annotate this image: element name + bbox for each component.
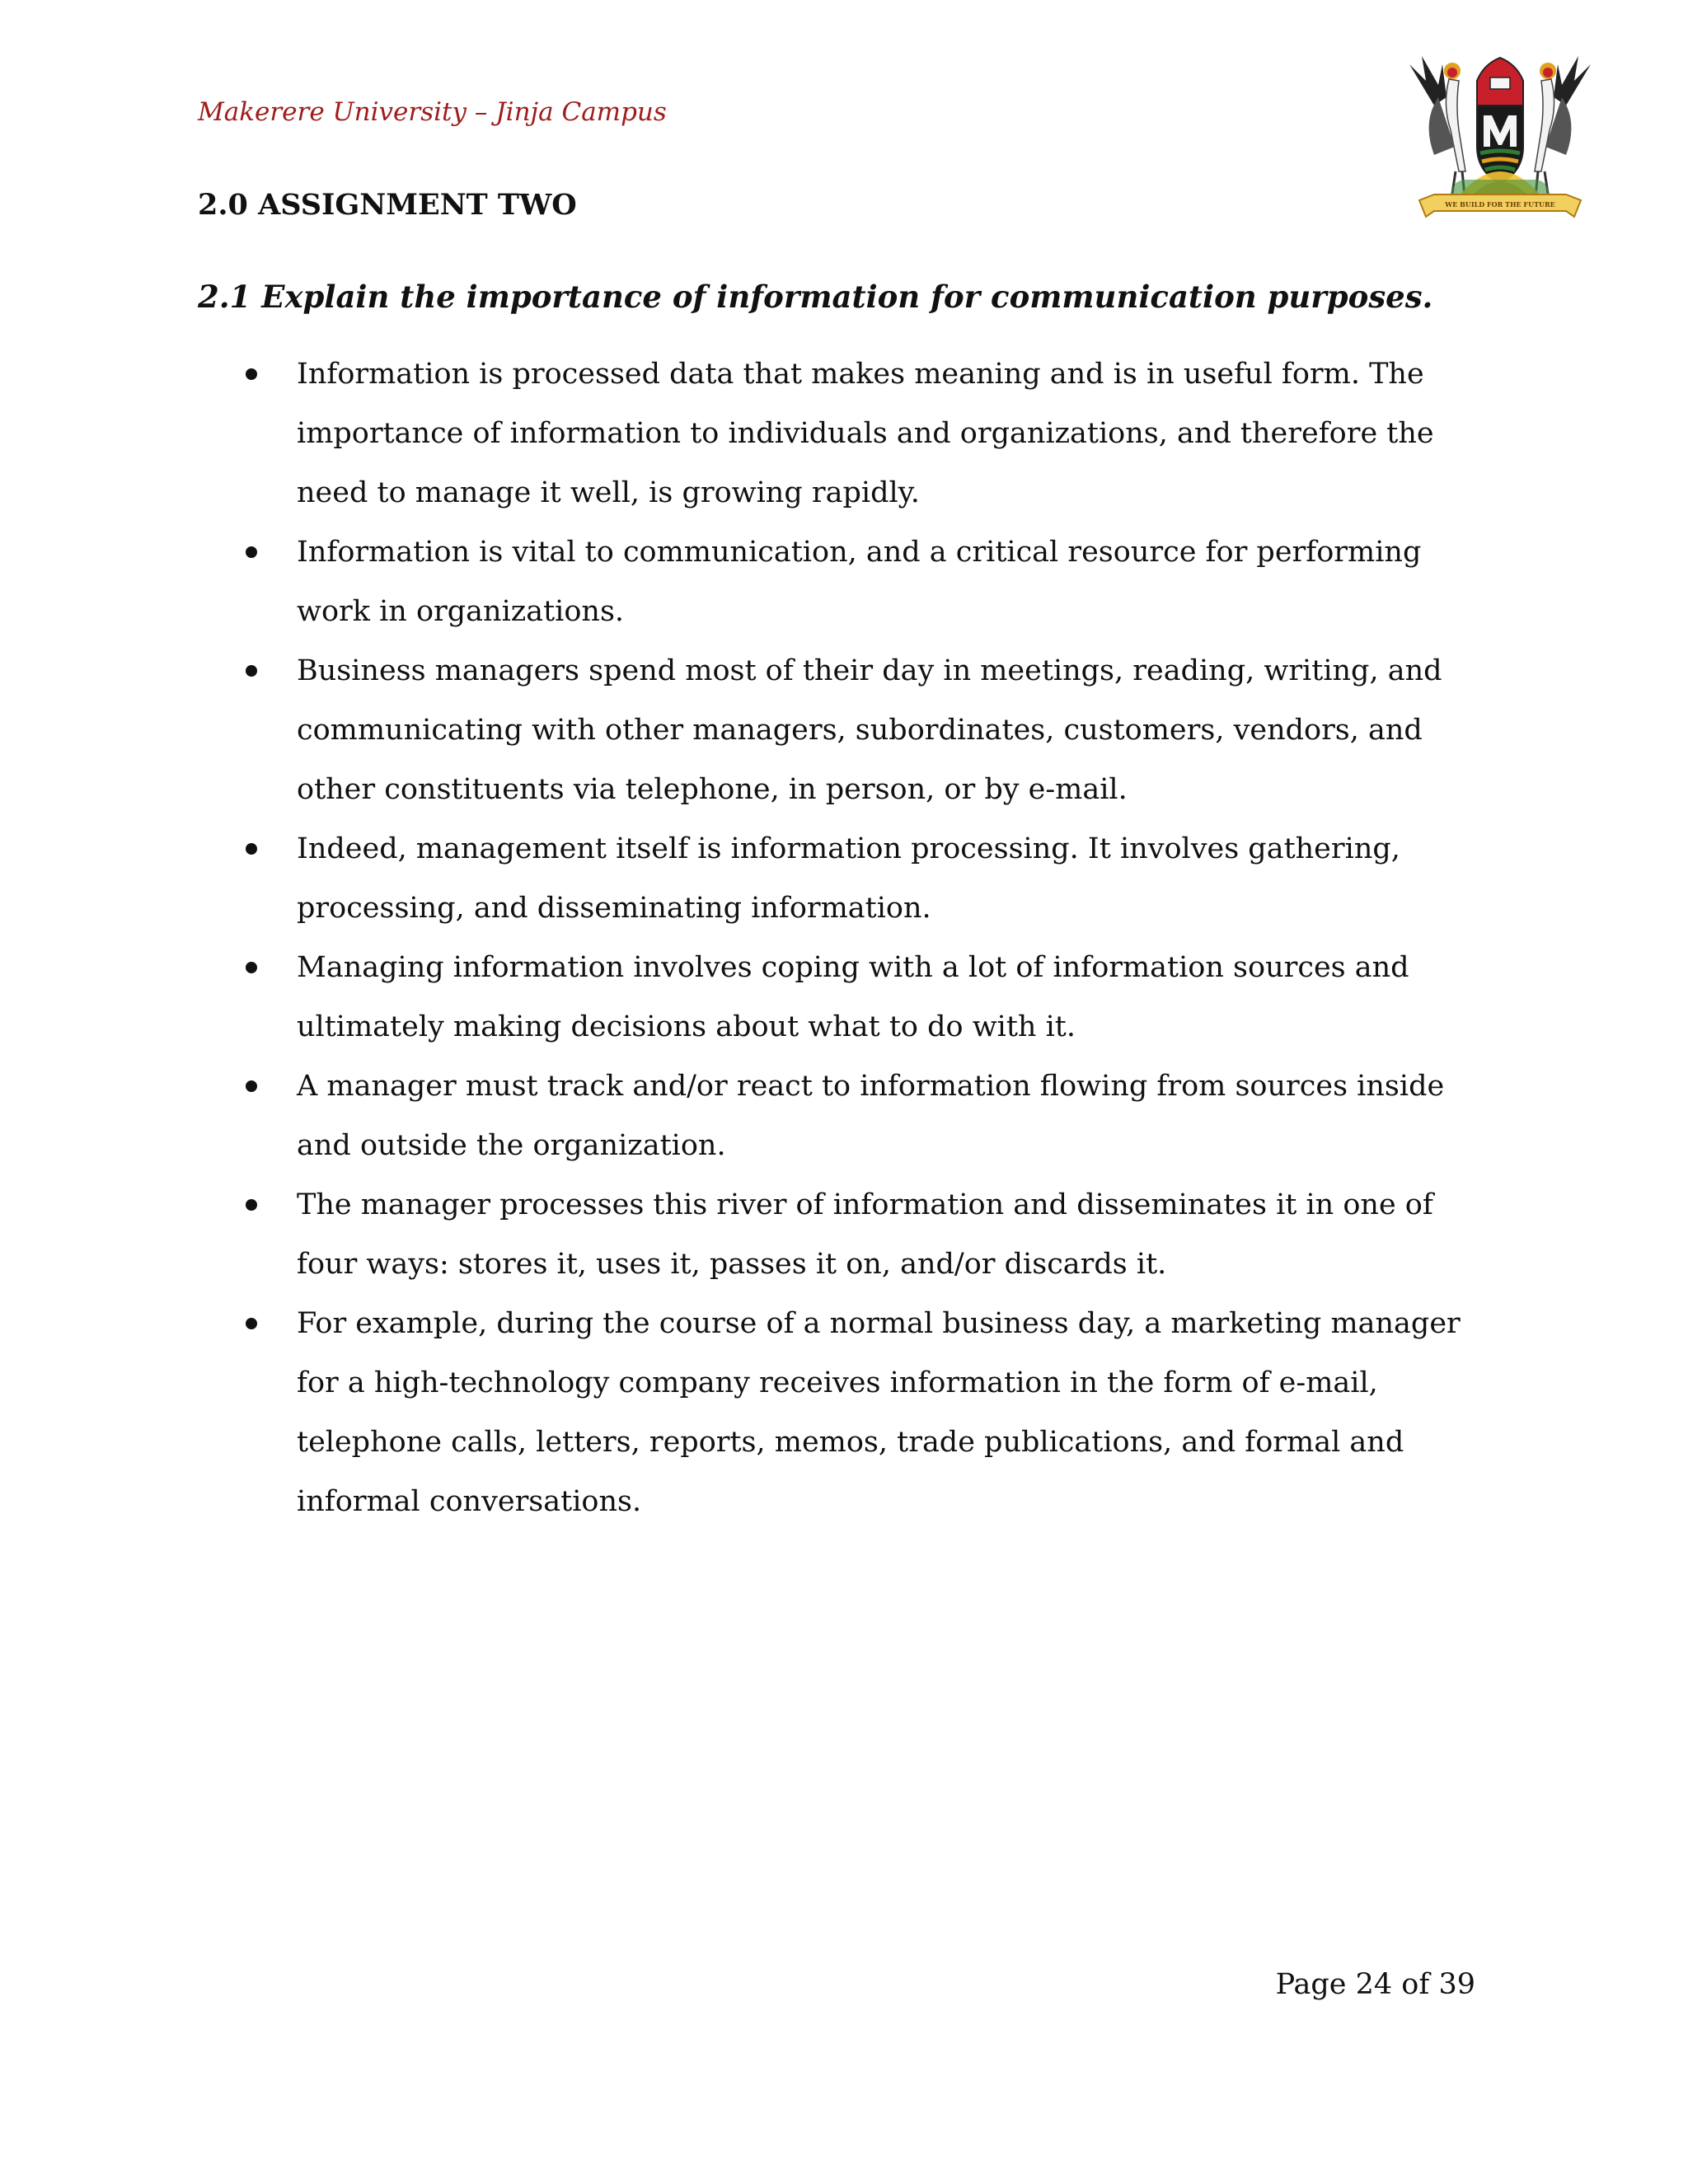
list-item-text: Business managers spend most of their day in meetings, reading, writing, and communicating with other managers, subordinates, customers, vendors, and other constituents via telephone, in person, or by e-mail.	[297, 654, 1442, 806]
left-crane	[1409, 56, 1465, 204]
list-item	[246, 523, 1482, 641]
crest-motto-text: WE BUILD FOR THE FUTURE	[1445, 200, 1555, 209]
list-item-text: Indeed, management itself is information processing. It involves gathering, processing, and disseminating information.	[297, 832, 1400, 925]
crest-shield	[1477, 58, 1523, 184]
list-item-text: Information is processed data that makes meaning and is in useful form. The importance of information to individuals and organizations, and therefore the need to manage it well, is growing rapidly.	[297, 358, 1434, 509]
list-item-text: Information is vital to communication, and a critical resource for performing work in organizations.	[297, 536, 1422, 628]
list-item	[246, 1175, 1482, 1294]
right-crane	[1535, 56, 1591, 204]
bullet-list	[246, 344, 1482, 1531]
section-heading: 2.0 ASSIGNMENT TWO	[198, 188, 577, 222]
list-item	[246, 1294, 1482, 1531]
page-number: Page 24 of 39	[1275, 1968, 1475, 2001]
bullet-icon	[246, 1080, 257, 1092]
crest-motto-ribbon	[1419, 194, 1581, 217]
bullet-icon	[246, 843, 257, 855]
bullet-icon	[246, 368, 257, 380]
question-heading: 2.1 Explain the importance of information for communication purposes.	[198, 279, 1433, 315]
university-crest-icon	[1401, 48, 1599, 225]
list-item	[246, 1057, 1482, 1175]
list-item-text: The manager processes this river of information and disseminates it in one of four ways: stores it, uses it, passes it on, and/or discards it.	[297, 1188, 1433, 1281]
bullet-icon	[246, 1318, 257, 1329]
list-item-text: Managing information involves coping with a lot of information sources and ultimately making decisions about what to do with it.	[297, 951, 1409, 1043]
list-item	[246, 819, 1482, 938]
bullet-icon	[246, 1199, 257, 1211]
bullet-icon	[246, 665, 257, 677]
bullet-icon	[246, 962, 257, 973]
list-item-text: For example, during the course of a normal business day, a marketing manager for a high-technology company receives information in the form of e-mail, telephone calls, letters, reports, memos, trade publications, and formal and informal conversations.	[297, 1307, 1461, 1518]
list-item	[246, 938, 1482, 1057]
list-item	[246, 344, 1482, 523]
running-header: Makerere University – Jinja Campus	[198, 97, 667, 127]
list-item-text: A manager must track and/or react to information flowing from sources inside and outside the organization.	[297, 1070, 1445, 1162]
list-item	[246, 641, 1482, 819]
bullet-icon	[246, 546, 257, 558]
